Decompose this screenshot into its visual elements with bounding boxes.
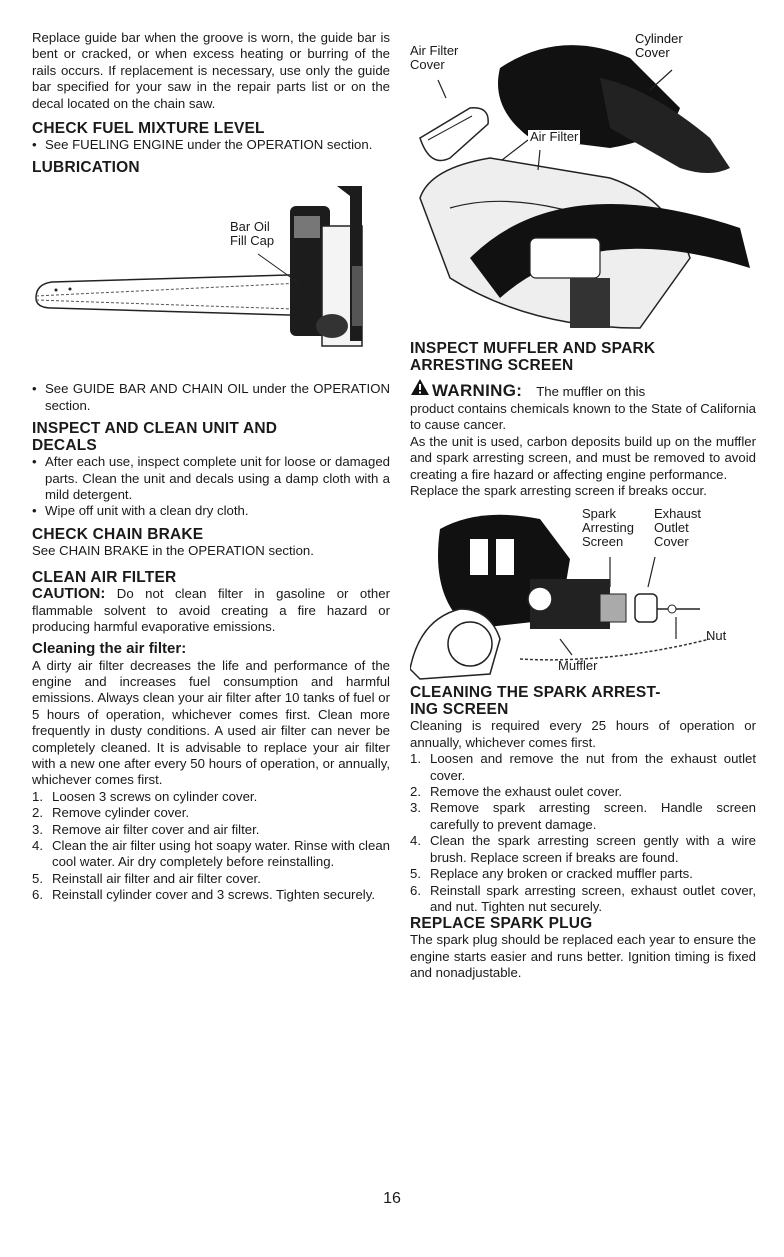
spark-heading-1: CLEANING THE SPARK ARREST- [410, 684, 661, 702]
cylinder-cover-line1: Cylinder [635, 31, 683, 46]
list-item [32, 887, 390, 903]
muffler-label: Muffler [558, 658, 598, 674]
warning-triangle-icon [410, 378, 430, 396]
air-heading: CLEAN AIR FILTER [32, 569, 177, 587]
step-number: 1. [32, 788, 43, 804]
list-item [410, 883, 756, 916]
brake-heading: CHECK CHAIN BRAKE [32, 525, 204, 543]
spark-plug-heading: REPLACE SPARK PLUG [410, 915, 593, 933]
step-text: Loosen 3 screws on cylinder cover. [52, 788, 258, 804]
caution-text: Do not clean filter in gasoline or other flammable solvent to avoid creating a fire hazard or producing harmful evaporative emissions. [32, 586, 390, 635]
lube-bullet: • See GUIDE BAR AND CHAIN OIL under the OPERATION section. [32, 381, 390, 414]
spark-heading-2: ING SCREEN [410, 701, 509, 719]
spark-intro: Cleaning is required every 25 hours of operation or annually, whichever comes first. [410, 718, 756, 750]
carbon-text: As the unit is used, carbon deposits build up on the muffler and spark arresting screen, and must be removed to avoid creating a fire hazard or affecting engine performance. [410, 433, 756, 482]
step-number: 3. [32, 821, 43, 837]
step-number: 1. [410, 751, 421, 767]
list-item [32, 789, 390, 805]
air-filter-steps [32, 789, 390, 904]
step-number: 2. [32, 805, 43, 821]
bar-oil-label-line2: Fill Cap [230, 233, 275, 249]
list-item [410, 866, 756, 882]
air-filter-illustration [410, 28, 756, 340]
step-text: Clean the air filter using hot soapy water. Rinse with clean cool water. Air dry completely before reinstalling. [52, 837, 390, 870]
exhaust-outlet-cover-label [654, 507, 701, 549]
spark-plug-text: The spark plug should be replaced each year to ensure the engine starts easier and runs better. Ignition timing is fixed and nonadjustable. [410, 932, 756, 981]
step-number: 5. [410, 866, 421, 882]
step-number: 4. [32, 837, 43, 853]
replace-screen-text: Replace the spark arresting screen if breaks occur. [410, 483, 707, 499]
right-column [410, 28, 756, 982]
step-text: Remove cylinder cover. [52, 805, 190, 821]
step-text: Reinstall spark arresting screen, exhaust outlet cover, and nut. Tighten nut securely. [430, 882, 756, 914]
cylinder-cover-line2: Cover [635, 45, 670, 60]
step-text: Remove spark arresting screen. Handle screen carefully to prevent damage. [430, 800, 756, 832]
step-text: Remove air filter cover and air filter. [52, 821, 260, 837]
step-number: 2. [410, 784, 421, 800]
air-filter-figure [410, 28, 756, 340]
list-item [410, 833, 756, 866]
step-text: Reinstall air filter and air filter cover. [52, 870, 261, 886]
air-filter-label: Air Filter [530, 129, 579, 144]
bar-oil-label [230, 220, 274, 248]
caution-paragraph [32, 586, 390, 635]
step-number: 6. [32, 887, 43, 903]
warning-continued: product contains chemicals known to the State of California to cause cancer. [410, 401, 756, 433]
cleaning-text: A dirty air filter decreases the life and performance of the engine and increases fuel consumption and harmful emissions. Always clean your air filter after 10 tanks of fuel or 5 hours of operation, whichever comes first. Clean more frequently in dusty conditions. A used air filter can never be completely cleaned. It is advisable to replace your air filter with a new one after every 50 hours of operation, or annually, whichever comes first. [32, 657, 390, 788]
list-item [32, 871, 390, 887]
list-item [32, 805, 390, 821]
cleaning-subheading: Cleaning the air filter: [32, 639, 187, 657]
inspect-heading-2: DECALS [32, 437, 97, 455]
fuel-bullet: • See FUELING ENGINE under the OPERATION section. [32, 137, 390, 153]
chainsaw-bar-illustration [32, 176, 390, 381]
spark-arresting-screen-label [582, 507, 634, 549]
list-item [32, 822, 390, 838]
warning-label: WARNING: [432, 381, 523, 400]
cylinder-cover-label [635, 32, 683, 60]
step-text: Clean the spark arresting screen gently with a wire brush. Replace screen if breaks are found. [430, 833, 756, 865]
spark-screen-steps [410, 751, 756, 915]
step-text: Reinstall cylinder cover and 3 screws. Tighten securely. [52, 887, 375, 903]
spark-label-line2: Arresting [582, 520, 635, 536]
air-filter-cover-line1: Air Filter [410, 43, 459, 58]
exhaust-label-line3: Cover [654, 534, 689, 550]
lubrication-heading: LUBRICATION [32, 159, 140, 177]
spark-label-line1: Spark [582, 506, 616, 522]
list-item [410, 800, 756, 833]
bar-oil-label-line1: Bar Oil [230, 219, 270, 235]
step-number: 3. [410, 800, 421, 816]
exhaust-label-line1: Exhaust [654, 506, 701, 522]
air-filter-cover-line2: Cover [410, 57, 445, 72]
caution-label: CAUTION: [32, 585, 106, 603]
step-text: Remove the exhaust oulet cover. [430, 784, 623, 800]
exhaust-label-line2: Outlet [654, 520, 689, 536]
step-text: Loosen and remove the nut from the exhaust outlet cover. [430, 751, 756, 783]
step-number: 5. [32, 870, 43, 886]
inspect-heading-1: INSPECT AND CLEAN UNIT AND [32, 420, 278, 438]
left-column [32, 30, 390, 904]
page-number: 16 [383, 1190, 401, 1207]
bar-oil-figure [32, 176, 390, 381]
warning-row [410, 378, 756, 401]
nut-label: Nut [706, 628, 727, 644]
warning-text: The muffler on this [536, 384, 646, 399]
step-number: 6. [410, 882, 421, 898]
air-filter-cover-label [410, 44, 458, 72]
list-item [410, 784, 756, 800]
list-item [32, 838, 390, 871]
step-text: Replace any broken or cracked muffler parts. [430, 866, 693, 882]
muffler-heading-1: INSPECT MUFFLER AND SPARK [410, 340, 656, 357]
brake-text: See CHAIN BRAKE in the OPERATION section. [32, 542, 314, 558]
guide-bar-intro: Replace guide bar when the groove is worn, the guide bar is bent or cracked, or when excess heating or burring of the rails occurs. If replacement is necessary, use only the guide bar specified for your saw in the repair parts list or on the decal located on the chain saw. [32, 30, 390, 111]
step-number: 4. [410, 833, 421, 849]
list-item [410, 751, 756, 784]
inspect-bullet-2: • Wipe off unit with a clean dry cloth. [32, 503, 390, 519]
spark-label-line3: Screen [582, 534, 624, 550]
fuel-heading: CHECK FUEL MIXTURE LEVEL [32, 120, 265, 138]
muffler-heading-2: ARRESTING SCREEN [410, 357, 574, 374]
inspect-bullet-1: • After each use, inspect complete unit for loose or damaged parts. Clean the unit and decals using a damp cloth with a mild detergent. [32, 454, 390, 503]
muffler-figure [410, 499, 756, 684]
